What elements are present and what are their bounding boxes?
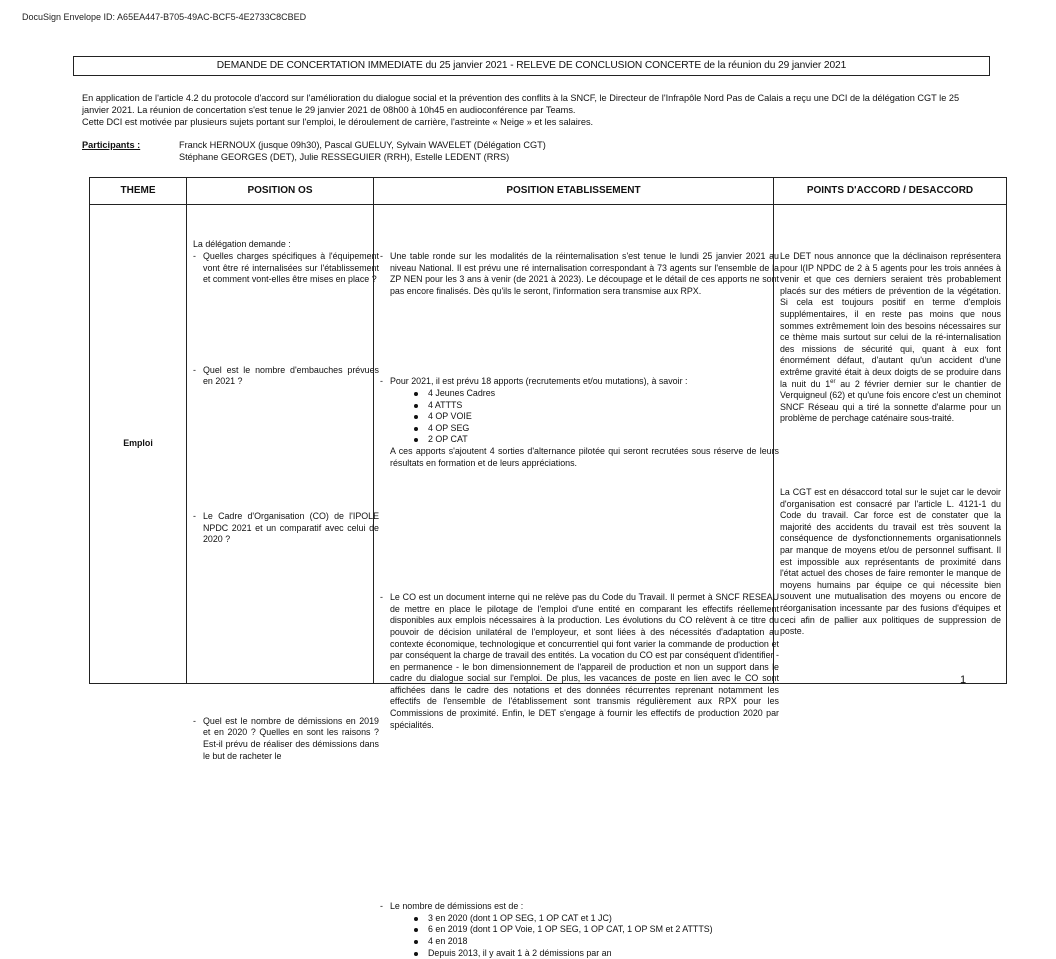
- concertation-table: [89, 177, 1007, 958]
- header-position-os: POSITION OS: [187, 178, 374, 205]
- os-question-1: - Quelles charges spécifiques à l'équipement vont être ré internalisées sur l'établissement et comment vont-elles être mises en place ?: [193, 251, 379, 285]
- os-intro: La délégation demande :: [193, 239, 291, 249]
- list-item: 4 Jeunes Cadres: [414, 388, 779, 400]
- etab-block-1: - Une table ronde sur les modalités de la réinternalisation s'est tenue le lundi 25 janvier 2021 au niveau National. Il est prévu une ré internalisation correspondant à 73 agents sur l'ensemble de la ZP NEN pour les 3 ans à venir (de 2021 à 2023). Le découpage et le détail de ces apports ne sont pas encore finalisés. Dès qu'ils le seront, l'information sera transmise aux RPX.: [380, 251, 779, 296]
- etab-block-3: - Le CO est un document interne qui ne relève pas du Code du Travail. Il permet à SNCF RESEAU de mettre en place le pilotage de l'emploi d'une entité en comparant les effectifs réellement disponibles aux emplois nécessaires à la production. Les évolutions du CO relèvent à ce titre du pouvoir de décision unilatéral de l'employeur, et sont liées à des nécessités d'adaptation au contexte économique, technologique et concurrentiel qui font varier la commande de production et par conséquent la charge de travail des entités. La vocation du CO est par conséquent d'identifier - en permanence - le bon dimensionnement de l'appareil de production et non un support dans le cadre du dialogue social sur l'emploi. De plus, les vacances de poste en lien avec le CO sont affichées dans le cadre des notations et des données récurrentes reprenant notamment les effectifs de l'ensemble de l'établissement sont transmis régulièrement aux RPX pour les Commissions de proximité. Enfin, le DET s'engage à fournir les effectifs de production 2020 par spécialités.: [380, 592, 779, 730]
- list-item: 4 en 2018: [414, 936, 779, 948]
- list-item: 6 en 2019 (dont 1 OP Voie, 1 OP SEG, 1 OP CAT, 1 OP SM et 2 ATTTS): [414, 924, 779, 936]
- intro-paragraph-1: En application de l'article 4.2 du protocole d'accord sur l'amélioration du dialogue social et la prévention des conflits à la SNCF, le Directeur de l'Infrapôle Nord Pas de Calais a reçu une DCI de la délégation CGT le 25 janvier 2021. La réunion de concertation s'est tenue le 29 janvier 2021 de 08h00 à 10h45 en audioconférence par Teams.: [82, 93, 960, 115]
- etab-block-2: - Pour 2021, il est prévu 18 apports (recrutements et/ou mutations), à savoir : 4 Jeunes Cadres 4 ATTTS 4 OP VOIE 4 OP SEG 2 OP CAT A ces apports s'ajoutent 4 sorties d'alternance pilotée qui seront recrutées sous réserve de leurs résultats en formation et de leurs appréciations.: [380, 376, 779, 468]
- points-paragraph-1: Le DET nous annonce que la déclinaison représentera pour l(IP NPDC de 2 à 5 agents pour les trois années à venir et que ces derniers seraient très probablement placés sur des métiers de prévention de la végétation. Si cela est toujours positif en terme d'emplois supplémentaires, il en reste pas moins que nous sommes extrêmement loin des besoins nécessaires sur ce thème mais surtout sur celui de la ré-internalisation des missions de sécurité qui, quant à eux font énormément défaut, d'autant qu'un accident d'une extrême gravité était à deux doigts de se produire dans la nuit du 1er au 2 février dernier sur le chantier de Verquigneul (62) et qu'une fois encore c'est un cheminot SNCF Réseau qui a tiré la sonnette d'alarme pour un problème de perchage caténaire sous-traité.: [780, 251, 1002, 424]
- etab-block-2-after: A ces apports s'ajoutent 4 sorties d'alternance pilotée qui seront recrutées sous réserve de leurs résultats en formation et de leurs appréciations.: [390, 445, 779, 468]
- list-item: 3 en 2020 (dont 1 OP SEG, 1 OP CAT et 1 JC): [414, 913, 779, 925]
- participants-line-1: Franck HERNOUX (jusque 09h30), Pascal GUELUY, Sylvain WAVELET (Délégation CGT): [179, 140, 546, 150]
- list-item: 4 ATTTS: [414, 400, 779, 412]
- table-header-row: [90, 178, 1007, 205]
- os-question-4: - Quel est le nombre de démissions en 2019 et en 2020 ? Quelles en sont les raisons ? Est-il prévu de réaliser des démissions dans le but de racheter le: [193, 715, 379, 761]
- list-item: 4 OP SEG: [414, 423, 779, 435]
- table-row: [90, 205, 1007, 684]
- os-question-2: - Quel est le nombre d'embauches prévues en 2021 ?: [193, 364, 379, 387]
- participants-label: Participants :: [82, 140, 141, 150]
- os-question-3: - Le Cadre d'Organisation (CO) de l'IPOLE NPDC 2021 et un comparatif avec celui de 2020 ?: [193, 510, 379, 545]
- list-item: 4 OP VOIE: [414, 411, 779, 423]
- apports-list: [390, 388, 779, 446]
- points-accord-cell: [774, 205, 1007, 684]
- header-theme: THEME: [90, 178, 187, 205]
- theme-cell: Emploi: [90, 205, 187, 684]
- page-number: 1: [960, 674, 967, 686]
- list-item: Depuis 2013, il y avait 1 à 2 démissions par an: [414, 948, 779, 959]
- list-item: 2 OP CAT: [414, 434, 779, 446]
- intro-section: [82, 92, 987, 128]
- position-etablissement-cell: [374, 205, 779, 958]
- header-position-etablissement: POSITION ETABLISSEMENT: [374, 178, 774, 205]
- document-title: DEMANDE DE CONCERTATION IMMEDIATE du 25 janvier 2021 - RELEVE DE CONCLUSION CONCERTE de la réunion du 29 janvier 2021: [73, 56, 990, 76]
- demissions-list: [390, 913, 779, 959]
- header-points-accord: POINTS D'ACCORD / DESACCORD: [774, 178, 1007, 205]
- position-os-cell: [187, 205, 379, 761]
- points-paragraph-2: La CGT est en désaccord total sur le sujet car le devoir d'organisation est consacré par l'article L. 4121-1 du Code du travail. Car force est de constater que la majorité des accidents du travail est très souvent la conséquence de dysfonctionnements organisationnels par manque de moyens et/ou de personnel suffisant. Il est impossible aux représentants de proximité dans l'état actuel des choses de faire remonter le manque de moyens humains par équipe ce qui nécessite bien souvent une mutualisation des moyens ou encore de réorganisation incessante par des fusions d'équipes et ceci afin de pallier aux politiques de suppression de poste.: [780, 487, 1001, 637]
- participants-line-2: Stéphane GEORGES (DET), Julie RESSEGUIER (RRH), Estelle LEDENT (RRS): [179, 152, 510, 162]
- envelope-id: DocuSign Envelope ID: A65EA447-B705-49AC-BCF5-4E2733C8CBED: [22, 12, 307, 22]
- intro-paragraph-2: Cette DCI est motivée par plusieurs sujets portant sur l'emploi, le déroulement de carrière, l'astreinte « Neige » et les salaires.: [82, 117, 594, 127]
- etab-block-4: - Le nombre de démissions est de : 3 en 2020 (dont 1 OP SEG, 1 OP CAT et 1 JC) 6 en 2019 (dont 1 OP Voie, 1 OP SEG, 1 OP CAT, 1 OP SM et 2 ATTTS) 4 en 2018 Depuis 2013, il y avait 1 à 2 démissions par an: [380, 901, 779, 959]
